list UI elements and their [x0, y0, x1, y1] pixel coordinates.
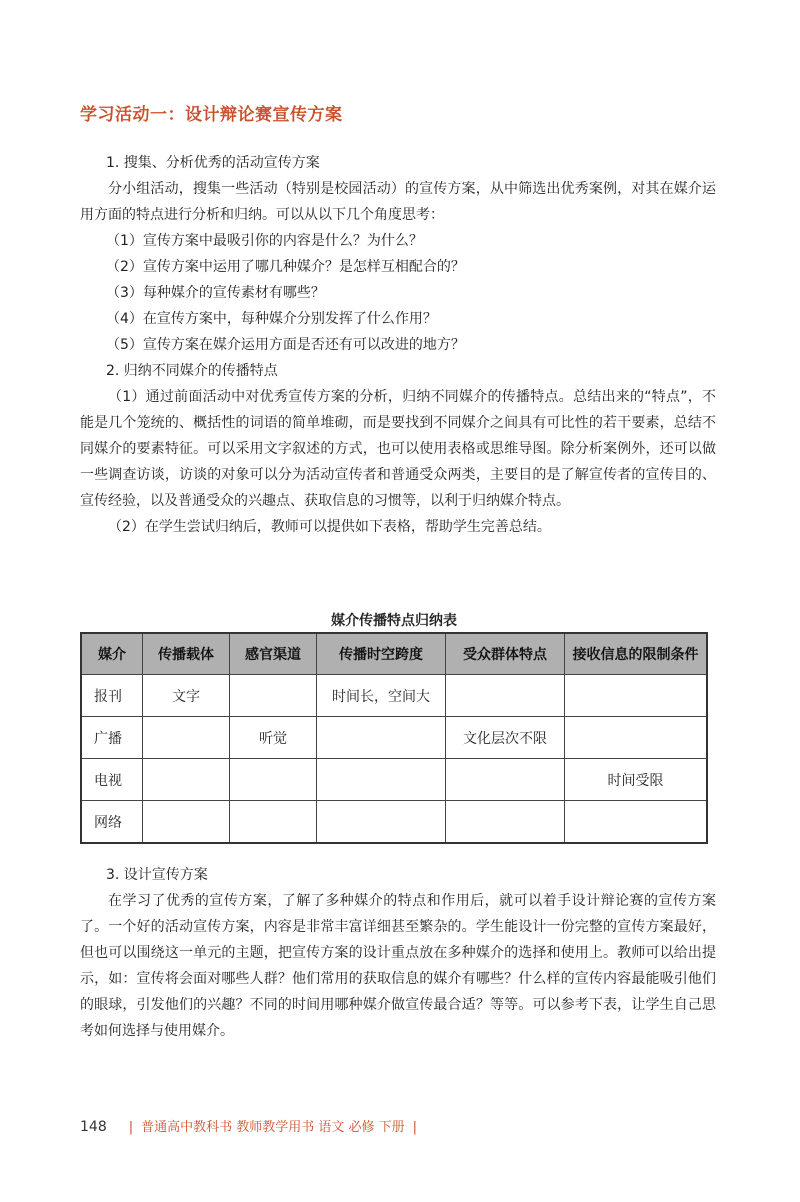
header-cell: 受众群体特点	[446, 633, 565, 675]
header-cell: 传播时空跨度	[317, 633, 446, 675]
table-cell	[230, 675, 317, 717]
footer-divider: |	[128, 1120, 134, 1135]
page-number: 148	[80, 1119, 107, 1135]
table-cell: 广播	[81, 717, 143, 759]
table-cell: 文化层次不限	[446, 717, 565, 759]
header-cell: 接收信息的限制条件	[565, 633, 708, 675]
table-cell	[230, 801, 317, 844]
section-2-title: 2. 归纳不同媒介的传播特点	[106, 363, 278, 379]
table-row	[81, 801, 707, 844]
question-item: （2）宣传方案中运用了哪几种媒介？是怎样互相配合的？	[106, 259, 465, 275]
table-cell: 时间受限	[565, 759, 708, 801]
table-cell	[317, 717, 446, 759]
table-row	[81, 759, 707, 801]
question-item: （4）在宣传方案中，每种媒介分别发挥了什么作用？	[106, 311, 437, 327]
question-item: （1）宣传方案中最吸引你的内容是什么？为什么？	[106, 233, 423, 249]
footer-divider-end: |	[412, 1120, 418, 1135]
section-1-title: 1. 搜集、分析优秀的活动宣传方案	[106, 155, 320, 171]
table-row	[81, 717, 707, 759]
table-cell	[565, 675, 708, 717]
table-row	[81, 675, 707, 717]
table-cell: 网络	[81, 801, 143, 844]
table-header-row	[81, 633, 707, 675]
section-1-intro: 分小组活动，搜集一些活动（特别是校园活动）的宣传方案，从中筛选出优秀案例，对其在媒介运用方面的特点进行分析和归纳。可以从以下几个角度思考：	[80, 181, 716, 223]
table-cell: 听觉	[230, 717, 317, 759]
section-3-para: 在学习了优秀的宣传方案，了解了多种媒介的特点和作用后，就可以着手设计辩论赛的宣传方案了。一个好的活动宣传方案，内容是非常丰富详细甚至繁杂的。学生能设计一份完整的宣传方案最好，但也可以围绕这一单元的主题，把宣传方案的设计重点放在多种媒介的选择和使用上。教师可以给出提示，如：宣传将会面对哪些人群？他们常用的获取信息的媒介有哪些？什么样的宣传内容最能吸引他们的眼球，引发他们的兴趣？不同的时间用哪种媒介做宣传最合适？等等。可以参考下表，让学生自己思考如何选择与使用媒介。	[80, 893, 716, 1039]
table-cell	[446, 801, 565, 844]
book-series-title: 普通高中教科书 教师教学用书 语文 必修 下册	[141, 1120, 405, 1135]
header-cell: 媒介	[81, 633, 143, 675]
table-cell	[143, 759, 230, 801]
table-cell	[143, 801, 230, 844]
table-cell	[317, 801, 446, 844]
table-cell	[143, 717, 230, 759]
section-2-para-2: （2）在学生尝试归纳后，教师可以提供如下表格，帮助学生完善总结。	[108, 519, 551, 535]
table-cell	[565, 717, 708, 759]
table-cell	[446, 675, 565, 717]
table-cell	[565, 801, 708, 844]
table-cell: 时间长，空间大	[317, 675, 446, 717]
section-2-para-1: （1）通过前面活动中对优秀宣传方案的分析，归纳不同媒介的传播特点。总结出来的“特点”，不能是几个笼统的、概括性的词语的简单堆砌，而是要找到不同媒介之间具有可比性的若干要素，总结不同媒介的要素特征。可以采用文字叙述的方式，也可以使用表格或思维导图。除分析案例外，还可以做一些调查访谈，访谈的对象可以分为活动宣传者和普通受众两类，主要目的是了解宣传者的宣传目的、宣传经验，以及普通受众的兴趣点、获取信息的习惯等，以利于归纳媒介特点。	[80, 389, 716, 509]
table-cell	[446, 759, 565, 801]
section-3-title: 3. 设计宣传方案	[106, 867, 208, 883]
table-cell	[230, 759, 317, 801]
question-item: （3）每种媒介的宣传素材有哪些？	[106, 285, 325, 301]
section-1	[80, 150, 716, 540]
table-cell: 报刊	[81, 675, 143, 717]
header-cell: 传播载体	[143, 633, 230, 675]
media-characteristics-table	[80, 632, 708, 844]
question-item: （5）宣传方案在媒介运用方面是否还有可以改进的地方？	[106, 337, 465, 353]
page-footer	[80, 1116, 425, 1135]
section-3	[80, 862, 716, 1044]
table-cell	[317, 759, 446, 801]
header-cell: 感官渠道	[230, 633, 317, 675]
table-cell: 文字	[143, 675, 230, 717]
table-cell: 电视	[81, 759, 143, 801]
table-title: 媒介传播特点归纳表	[331, 613, 457, 629]
activity-heading: 学习活动一：设计辩论赛宣传方案	[80, 105, 343, 125]
